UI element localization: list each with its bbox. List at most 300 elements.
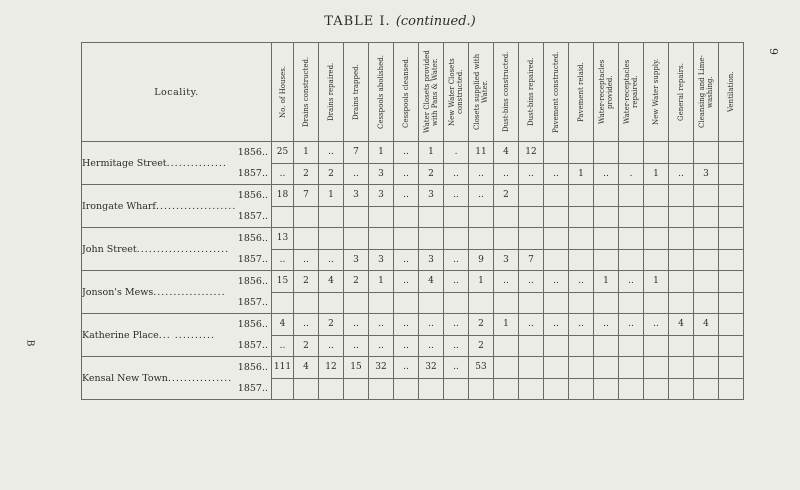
data-cell: .. — [544, 314, 569, 336]
data-cell — [494, 228, 519, 250]
data-cell: .. — [369, 335, 394, 357]
data-cell — [519, 378, 544, 400]
column-header-label: Water Closets provided with Pans & Water. — [423, 50, 439, 134]
table-row — [82, 314, 744, 336]
data-cell: 13 — [272, 228, 294, 250]
data-cell — [344, 206, 369, 228]
title-sub: (continued.) — [395, 14, 476, 29]
data-cell: 1 — [644, 271, 669, 293]
data-cell — [544, 378, 569, 400]
column-header-label: Pavement relaid. — [577, 62, 585, 122]
data-cell — [469, 228, 494, 250]
data-cell — [419, 378, 444, 400]
column-header-label: No. of Houses. — [278, 65, 287, 119]
column-header-label: Water-receptacles repaired. — [623, 59, 639, 125]
data-cell: 4 — [694, 314, 719, 336]
year-label: 1856.. — [237, 190, 268, 201]
data-cell: .. — [272, 163, 294, 185]
data-cell — [444, 206, 469, 228]
data-cell: .. — [319, 142, 344, 164]
column-header — [594, 43, 619, 142]
data-cell: 4 — [494, 142, 519, 164]
column-header-label: Pavement constructed. — [552, 51, 560, 133]
data-cell — [569, 185, 594, 207]
data-cell: 1 — [594, 271, 619, 293]
data-cell — [544, 357, 569, 379]
data-cell — [394, 292, 419, 314]
data-cell — [544, 185, 569, 207]
data-cell: 3 — [344, 249, 369, 271]
data-cell — [694, 292, 719, 314]
data-cell: 25 — [272, 142, 294, 164]
table-row — [82, 357, 744, 379]
data-cell: 2 — [319, 163, 344, 185]
column-header — [719, 43, 744, 142]
data-cell: .. — [272, 249, 294, 271]
data-cell — [644, 206, 669, 228]
data-cell: 2 — [294, 271, 319, 293]
data-cell — [594, 292, 619, 314]
data-cell: 3 — [494, 249, 519, 271]
data-cell: 2 — [319, 314, 344, 336]
column-header-label: Cesspools abolished. — [377, 55, 385, 129]
data-cell: 3 — [369, 185, 394, 207]
data-cell — [669, 185, 694, 207]
data-cell — [344, 228, 369, 250]
data-cell — [619, 357, 644, 379]
column-header-label: Drains repaired. — [327, 62, 335, 122]
data-cell — [569, 292, 594, 314]
data-cell — [369, 206, 394, 228]
data-cell — [519, 185, 544, 207]
data-cell — [719, 271, 744, 293]
data-cell: 32 — [369, 357, 394, 379]
page-number: 9 — [767, 48, 780, 55]
column-header — [694, 43, 719, 142]
data-cell: 3 — [694, 163, 719, 185]
data-cell — [319, 228, 344, 250]
data-cell — [369, 292, 394, 314]
year-label: 1857.. — [237, 211, 268, 222]
data-cell — [719, 357, 744, 379]
data-cell: .. — [344, 163, 369, 185]
data-cell: .. — [619, 314, 644, 336]
data-cell — [669, 249, 694, 271]
data-cell — [344, 292, 369, 314]
data-cell — [569, 335, 594, 357]
year-label: 1857.. — [237, 254, 268, 265]
data-cell — [719, 292, 744, 314]
data-cell — [644, 378, 669, 400]
data-cell: .. — [519, 271, 544, 293]
data-cell: 2 — [294, 163, 319, 185]
data-cell — [694, 228, 719, 250]
data-cell: .. — [394, 249, 419, 271]
data-cell: 4 — [272, 314, 294, 336]
data-cell — [544, 335, 569, 357]
data-cell: .. — [444, 271, 469, 293]
signature-mark: B — [24, 339, 35, 347]
data-cell: 1 — [569, 163, 594, 185]
data-cell: .. — [419, 314, 444, 336]
data-cell — [669, 357, 694, 379]
data-cell: 1 — [294, 142, 319, 164]
data-cell — [719, 206, 744, 228]
title-main: TABLE I. — [324, 14, 391, 29]
year-label: 1856.. — [237, 362, 268, 373]
data-cell — [272, 292, 294, 314]
leader-dots: ............... — [166, 157, 227, 169]
leader-dots: ................ — [167, 372, 233, 384]
locality-name: Jonson's Mews — [82, 286, 154, 298]
table-row — [82, 185, 744, 207]
locality-name: John Street — [82, 243, 137, 255]
year-label: 1856.. — [237, 147, 268, 158]
column-header — [544, 43, 569, 142]
data-cell — [419, 206, 444, 228]
data-cell — [694, 335, 719, 357]
data-cell: 7 — [344, 142, 369, 164]
data-cell — [569, 249, 594, 271]
data-cell: 53 — [469, 357, 494, 379]
column-header-label: Drains trapped. — [352, 64, 360, 120]
data-cell — [719, 185, 744, 207]
data-cell — [469, 292, 494, 314]
data-cell: 3 — [419, 249, 444, 271]
data-cell: 1 — [644, 163, 669, 185]
column-header-label: General repairs. — [677, 63, 685, 121]
table-row — [82, 228, 744, 250]
data-cell — [569, 378, 594, 400]
locality-cell — [82, 357, 272, 400]
data-cell: .. — [394, 314, 419, 336]
data-cell: . — [444, 142, 469, 164]
data-cell: 2 — [344, 271, 369, 293]
data-cell — [719, 163, 744, 185]
column-header — [444, 43, 469, 142]
data-cell: 111 — [272, 357, 294, 379]
data-cell: .. — [344, 335, 369, 357]
data-cell — [669, 292, 694, 314]
data-cell: 18 — [272, 185, 294, 207]
data-cell — [319, 206, 344, 228]
data-cell — [619, 335, 644, 357]
data-cell — [569, 142, 594, 164]
data-cell: .. — [594, 314, 619, 336]
data-cell — [272, 378, 294, 400]
data-cell: .. — [619, 271, 644, 293]
data-cell — [719, 314, 744, 336]
header-row — [82, 43, 744, 142]
locality-header: Locality. — [82, 43, 272, 142]
data-cell — [594, 335, 619, 357]
data-cell: .. — [319, 249, 344, 271]
column-header — [369, 43, 394, 142]
column-header — [494, 43, 519, 142]
column-header — [419, 43, 444, 142]
data-cell — [594, 142, 619, 164]
data-cell: .. — [494, 271, 519, 293]
locality-name: Irongate Wharf — [82, 200, 156, 212]
data-cell: 4 — [319, 271, 344, 293]
leader-dots: .................. — [153, 286, 226, 298]
data-cell — [719, 249, 744, 271]
column-header — [272, 43, 294, 142]
data-cell — [544, 206, 569, 228]
column-header — [469, 43, 494, 142]
data-cell: 4 — [419, 271, 444, 293]
data-cell: 7 — [519, 249, 544, 271]
column-header — [619, 43, 644, 142]
data-cell — [419, 228, 444, 250]
data-cell: .. — [569, 314, 594, 336]
data-cell — [669, 142, 694, 164]
data-cell — [569, 206, 594, 228]
data-cell — [444, 292, 469, 314]
data-cell — [619, 249, 644, 271]
data-cell — [694, 249, 719, 271]
data-cell: 15 — [344, 357, 369, 379]
data-cell — [644, 292, 669, 314]
data-cell: .. — [344, 314, 369, 336]
data-cell: .. — [569, 271, 594, 293]
data-cell: .. — [669, 163, 694, 185]
data-cell — [669, 228, 694, 250]
data-cell: .. — [419, 335, 444, 357]
data-cell: 9 — [469, 249, 494, 271]
table-body — [82, 142, 744, 400]
data-cell — [394, 228, 419, 250]
data-cell — [369, 228, 394, 250]
data-cell — [694, 185, 719, 207]
data-cell: .. — [444, 249, 469, 271]
data-cell: 11 — [469, 142, 494, 164]
data-cell — [644, 185, 669, 207]
data-cell — [494, 335, 519, 357]
column-header — [319, 43, 344, 142]
year-label: 1856.. — [237, 233, 268, 244]
data-cell — [494, 378, 519, 400]
data-cell — [719, 335, 744, 357]
column-header-label: Dust-bins constructed. — [502, 51, 510, 133]
data-cell: 2 — [419, 163, 444, 185]
data-cell — [494, 357, 519, 379]
data-cell: .. — [272, 335, 294, 357]
data-cell: 2 — [494, 185, 519, 207]
data-cell: .. — [544, 271, 569, 293]
data-cell — [719, 228, 744, 250]
column-header-label: Cleansing and Lime-washing. — [698, 55, 714, 129]
year-label: 1856.. — [237, 276, 268, 287]
data-cell: 2 — [469, 335, 494, 357]
data-cell — [544, 142, 569, 164]
data-cell: .. — [444, 335, 469, 357]
data-cell — [294, 292, 319, 314]
data-cell: .. — [394, 185, 419, 207]
data-cell — [644, 357, 669, 379]
data-cell — [344, 378, 369, 400]
column-header — [344, 43, 369, 142]
data-cell: .. — [469, 185, 494, 207]
data-cell — [644, 249, 669, 271]
column-header — [644, 43, 669, 142]
data-cell — [694, 142, 719, 164]
data-cell: .. — [294, 249, 319, 271]
column-header-label: New Water Closets constructed. — [448, 58, 464, 126]
data-cell: .. — [294, 314, 319, 336]
data-cell: .. — [394, 357, 419, 379]
data-cell: .. — [644, 314, 669, 336]
data-cell — [369, 378, 394, 400]
data-cell — [694, 378, 719, 400]
data-cell: .. — [319, 335, 344, 357]
data-cell — [619, 206, 644, 228]
data-cell — [669, 335, 694, 357]
data-cell — [594, 357, 619, 379]
data-cell: 7 — [294, 185, 319, 207]
locality-cell — [82, 314, 272, 357]
data-cell: 1 — [369, 142, 394, 164]
data-cell — [594, 228, 619, 250]
data-cell: 4 — [669, 314, 694, 336]
table-row — [82, 271, 744, 293]
data-cell — [594, 206, 619, 228]
year-label: 1857.. — [237, 383, 268, 394]
data-cell: 1 — [319, 185, 344, 207]
data-cell: .. — [519, 163, 544, 185]
data-cell — [469, 206, 494, 228]
data-cell: 1 — [419, 142, 444, 164]
data-cell — [394, 206, 419, 228]
data-cell — [294, 206, 319, 228]
data-cell: 32 — [419, 357, 444, 379]
data-cell: 3 — [419, 185, 444, 207]
data-cell — [494, 292, 519, 314]
data-cell — [719, 378, 744, 400]
year-label: 1857.. — [237, 340, 268, 351]
column-header — [294, 43, 319, 142]
data-cell: 4 — [294, 357, 319, 379]
column-header-label: New Water supply. — [652, 58, 660, 126]
data-cell — [619, 378, 644, 400]
data-cell — [594, 378, 619, 400]
data-cell: 2 — [469, 314, 494, 336]
data-cell: . — [619, 163, 644, 185]
data-cell — [669, 378, 694, 400]
data-cell: .. — [594, 163, 619, 185]
locality-name: Katherine Place — [82, 329, 159, 341]
data-cell: 15 — [272, 271, 294, 293]
data-cell — [669, 206, 694, 228]
data-cell — [319, 292, 344, 314]
data-cell — [569, 228, 594, 250]
data-cell — [294, 378, 319, 400]
data-cell — [469, 378, 494, 400]
data-cell — [519, 206, 544, 228]
column-header — [519, 43, 544, 142]
data-cell: .. — [394, 271, 419, 293]
locality-cell — [82, 185, 272, 228]
data-cell — [444, 378, 469, 400]
leader-dots: ....................... — [136, 243, 230, 255]
data-cell — [569, 357, 594, 379]
data-cell — [644, 142, 669, 164]
data-cell — [519, 335, 544, 357]
data-cell: 12 — [319, 357, 344, 379]
locality-cell — [82, 142, 272, 185]
data-cell — [419, 292, 444, 314]
data-cell — [394, 378, 419, 400]
data-cell — [544, 249, 569, 271]
data-cell — [669, 271, 694, 293]
data-cell — [494, 206, 519, 228]
column-header — [394, 43, 419, 142]
data-cell — [594, 185, 619, 207]
locality-cell — [82, 228, 272, 271]
locality-name: Hermitage Street — [82, 157, 167, 169]
data-cell: 1 — [494, 314, 519, 336]
data-cell — [519, 228, 544, 250]
data-cell — [594, 249, 619, 271]
data-cell — [719, 142, 744, 164]
data-cell — [644, 335, 669, 357]
leader-dots: .................... — [155, 200, 237, 212]
data-cell — [319, 378, 344, 400]
data-cell — [644, 228, 669, 250]
data-cell — [444, 228, 469, 250]
data-cell: .. — [544, 163, 569, 185]
data-cell: .. — [494, 163, 519, 185]
data-cell: .. — [369, 314, 394, 336]
data-cell — [544, 292, 569, 314]
data-cell: 12 — [519, 142, 544, 164]
data-cell — [519, 292, 544, 314]
column-header — [669, 43, 694, 142]
data-cell: .. — [519, 314, 544, 336]
column-header-label: Ventilation. — [727, 71, 735, 113]
data-cell — [619, 228, 644, 250]
column-header — [569, 43, 594, 142]
column-header-label: Drains constructed. — [302, 56, 310, 128]
year-label: 1857.. — [237, 168, 268, 179]
column-header-label: Dust-bins repaired. — [527, 57, 535, 127]
locality-cell — [82, 271, 272, 314]
data-cell: .. — [394, 335, 419, 357]
data-cell — [619, 185, 644, 207]
data-cell: .. — [444, 357, 469, 379]
table-title — [0, 14, 800, 29]
data-cell: 2 — [294, 335, 319, 357]
data-cell — [619, 142, 644, 164]
year-label: 1856.. — [237, 319, 268, 330]
table-row — [82, 142, 744, 164]
year-label: 1857.. — [237, 297, 268, 308]
data-cell — [519, 357, 544, 379]
data-cell: .. — [394, 142, 419, 164]
data-cell: 1 — [369, 271, 394, 293]
data-cell: .. — [469, 163, 494, 185]
leader-dots: ... .......... — [158, 329, 215, 341]
data-cell: .. — [444, 314, 469, 336]
data-cell: .. — [444, 185, 469, 207]
data-cell: 1 — [469, 271, 494, 293]
sanitary-works-table — [81, 42, 744, 400]
data-cell — [694, 357, 719, 379]
locality-name: Kensal New Town — [82, 372, 168, 384]
data-cell: .. — [394, 163, 419, 185]
data-cell — [619, 292, 644, 314]
data-cell: .. — [444, 163, 469, 185]
